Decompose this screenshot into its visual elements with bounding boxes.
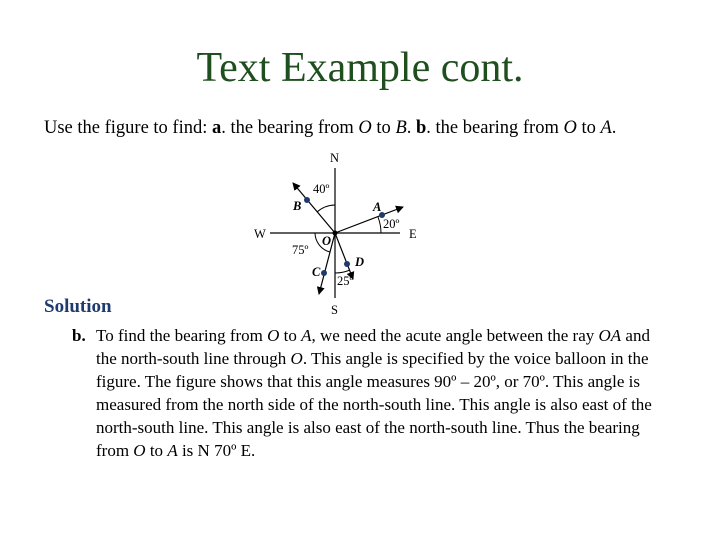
angle-arc-d: [335, 270, 350, 273]
prompt-text: Use the figure to find: a. the bearing from O to B. b. the bearing from O to A.: [44, 118, 617, 138]
label-d: D: [355, 255, 365, 269]
compass-north-label: N: [330, 151, 340, 165]
answer-text: To find the bearing from O to A, we need the acute angle between the ray OA and the north-south line through O. This angle is specified by the voice balloon in the figure. The figure shows that this angle measures 90º – 20º, or 70º. This angle is measured from the north side of the north-south line. This angle is also east of the north-south line. This angle is also east of the north-south line. Thus the bearing from O to A is N 70º E.: [96, 326, 652, 460]
label-a: A: [373, 200, 382, 214]
compass-south-label: S: [331, 303, 338, 317]
angle-label-c: 75º: [292, 243, 309, 257]
angle-label-d: 25º: [337, 274, 354, 288]
answer-b: [72, 324, 662, 462]
angle-arc-a: [378, 217, 381, 233]
point-o: [333, 231, 338, 236]
bearing-figure: [245, 148, 465, 318]
point-b: [304, 197, 310, 203]
answer-marker: b.: [72, 326, 86, 345]
angle-arc-b: [317, 205, 335, 212]
label-b: B: [293, 199, 302, 213]
compass-west-label: W: [254, 227, 266, 241]
angle-label-b: 40º: [313, 182, 330, 196]
solution-heading: Solution: [44, 296, 112, 317]
slide-title: Text Example cont.: [196, 45, 524, 91]
label-o: O: [322, 234, 332, 248]
point-d: [344, 261, 350, 267]
label-c: C: [312, 265, 321, 279]
point-c: [321, 270, 327, 276]
compass-east-label: E: [409, 227, 417, 241]
angle-label-a: 20º: [383, 217, 400, 231]
